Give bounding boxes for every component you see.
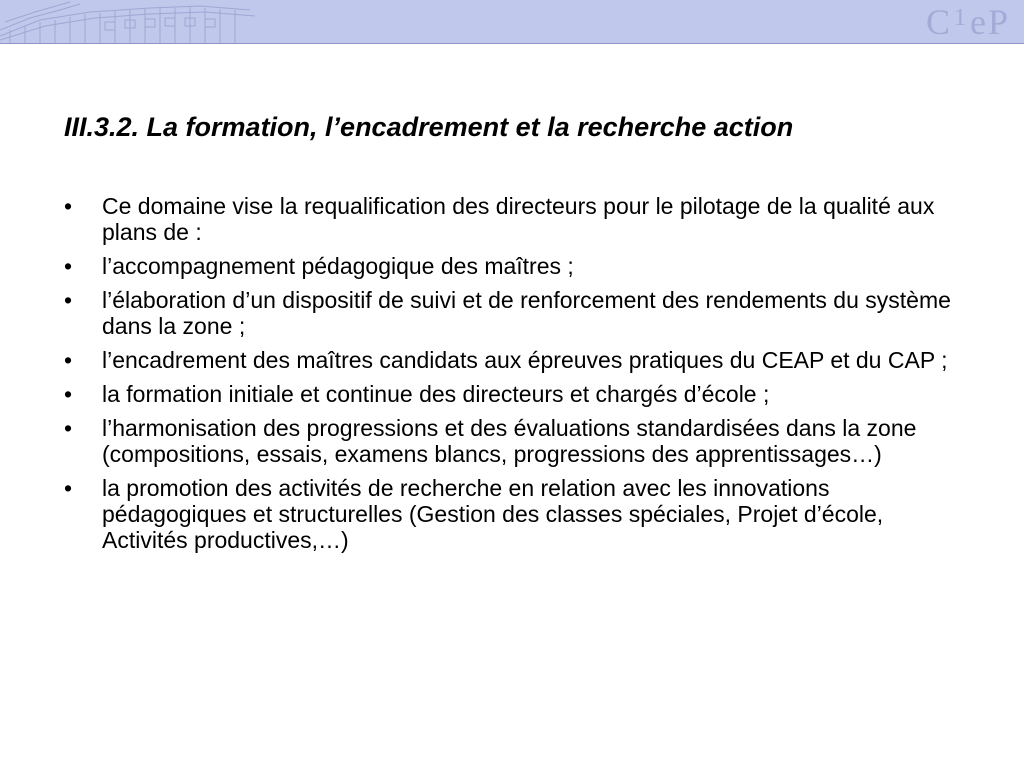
slide-title: III.3.2. La formation, l’encadrement et la recherche action [64, 112, 794, 142]
building-sketch-image [0, 0, 260, 43]
list-item: • l’accompagnement pédagogique des maîtres ; [64, 253, 574, 279]
brand-logo: $C^1eP$ [925, 2, 1010, 42]
list-item: • l’élaboration d’un dispositif de suivi et de renforcement des rendements du système dans la zone ; [64, 287, 951, 339]
list-item: • l’harmonisation des progressions et des évaluations standardisées dans la zone (compositions, essais, examens blancs, progressions des apprentissages…) [64, 415, 917, 467]
bullet-icon: • [64, 193, 73, 219]
bullet-icon: • [64, 475, 73, 501]
header-band [0, 0, 1024, 44]
list-item: • la promotion des activités de recherche en relation avec les innovations pédagogiques et structurelles (Gestion des classes spéciales, Projet d’école, Activités productives,…) [64, 475, 884, 553]
bullet-icon: • [64, 347, 73, 373]
bullet-list [64, 193, 964, 553]
bullet-icon: • [64, 381, 73, 407]
list-item: • l’encadrement des maîtres candidats aux épreuves pratiques du CEAP et du CAP ; [64, 347, 948, 373]
slide-content [64, 112, 964, 561]
bullet-icon: • [64, 287, 73, 313]
list-item: • Ce domaine vise la requalification des directeurs pour le pilotage de la qualité aux plans de : [64, 193, 935, 245]
list-item: • la formation initiale et continue des directeurs et chargés d’école ; [64, 381, 770, 407]
bullet-icon: • [64, 415, 73, 441]
bullet-icon: • [64, 253, 73, 279]
